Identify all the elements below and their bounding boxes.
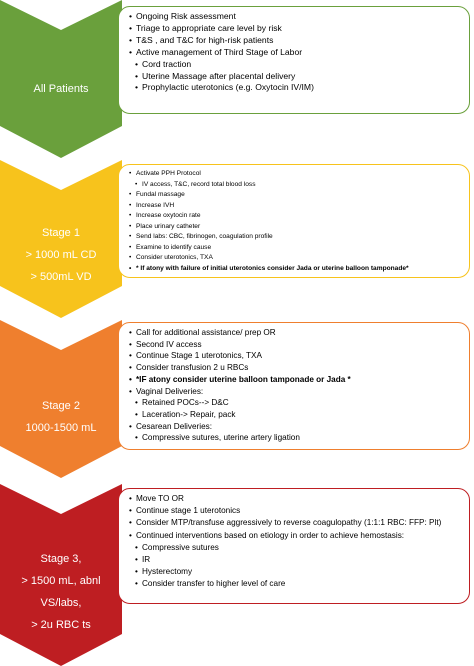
chevron-stage-2 — [0, 320, 122, 480]
stage-label — [0, 78, 122, 100]
stage-label-line: 1000-1500 mL — [25, 422, 97, 434]
sub-action-item: • IR — [129, 554, 463, 566]
stage-label — [0, 395, 122, 439]
action-item: • Vaginal Deliveries: — [129, 386, 463, 398]
panel-stage-2 — [118, 322, 470, 450]
action-item: • Send labs: CBC, fibrinogen, coagulation profile — [129, 232, 463, 243]
stage-label — [0, 548, 122, 636]
stage-label-line: All Patients — [33, 83, 89, 95]
sub-action-item: • Consider transfer to higher level of care — [129, 578, 463, 590]
action-item: • Continued interventions based on etiology in order to achieve hemostasis: — [129, 530, 463, 542]
chevron-all-patients — [0, 0, 122, 160]
action-item: • Second IV access — [129, 339, 463, 351]
stage-label-line: Stage 3, — [40, 553, 82, 565]
action-item: • * If atony with failure of initial uterotonics consider Jada or uterine balloon tamponade* — [129, 264, 463, 275]
sub-action-item: • Compressive sutures — [129, 542, 463, 554]
sub-action-item: • Cord traction — [129, 59, 463, 71]
chevron-stage-1 — [0, 160, 122, 320]
action-item: • Consider transfusion 2 u RBCs — [129, 362, 463, 374]
stage-label-line: > 2u RBC ts — [31, 619, 91, 631]
action-item: • Active management of Third Stage of Labor — [129, 47, 463, 59]
sub-action-item: • Compressive sutures, uterine artery ligation — [129, 432, 463, 444]
action-item: • Increase IVH — [129, 201, 463, 212]
stage-label-line: Stage 2 — [42, 400, 80, 412]
action-list — [129, 11, 463, 94]
action-list — [129, 169, 463, 274]
stage-label-line: > 1500 mL, abnl VS/labs, — [21, 575, 101, 609]
action-list — [129, 493, 463, 591]
action-item: • Cesarean Deliveries: — [129, 421, 463, 433]
action-item: • *IF atony consider uterine balloon tamponade or Jada * — [129, 374, 463, 386]
sub-action-item: • Prophylactic uterotonics (e.g. Oxytocin IV/IM) — [129, 82, 463, 94]
action-item: • Continue Stage 1 uterotonics, TXA — [129, 350, 463, 362]
action-item: • Call for additional assistance/ prep OR — [129, 327, 463, 339]
sub-action-item: • Hysterectomy — [129, 566, 463, 578]
sub-action-item: • Laceration-> Repair, pack — [129, 409, 463, 421]
panel-stage-1 — [118, 164, 470, 278]
sub-action-item: • Uterine Massage after placental delivery — [129, 71, 463, 83]
chevron-stage-3 — [0, 484, 122, 666]
panel-stage-3 — [118, 488, 470, 604]
action-item: • Examine to identify cause — [129, 243, 463, 254]
sub-action-item: • Retained POCs--> D&C — [129, 397, 463, 409]
action-item: • Fundal massage — [129, 190, 463, 201]
action-item: • Continue stage 1 uterotonics — [129, 505, 463, 517]
action-item: • Increase oxytocin rate — [129, 211, 463, 222]
sub-action-item: • IV access, T&C, record total blood loss — [129, 180, 463, 191]
action-item: • Activate PPH Protocol — [129, 169, 463, 180]
action-item: • Place urinary catheter — [129, 222, 463, 233]
stage-label-line: > 500mL VD — [30, 271, 92, 283]
stage-label — [0, 222, 122, 288]
action-list — [129, 327, 463, 444]
action-item: • Consider uterotonics, TXA — [129, 253, 463, 264]
action-item: • Triage to appropriate care level by risk — [129, 23, 463, 35]
action-item: • T&S , and T&C for high-risk patients — [129, 35, 463, 47]
action-item: • Ongoing Risk assessment — [129, 11, 463, 23]
panel-all-patients — [118, 6, 470, 114]
action-item: • Consider MTP/transfuse aggressively to reverse coagulopathy (1:1:1 RBC: FFP: Plt) — [129, 517, 463, 529]
action-item: • Move TO OR — [129, 493, 463, 505]
stage-label-line: > 1000 mL CD — [25, 249, 97, 261]
stage-label-line: Stage 1 — [42, 227, 80, 239]
